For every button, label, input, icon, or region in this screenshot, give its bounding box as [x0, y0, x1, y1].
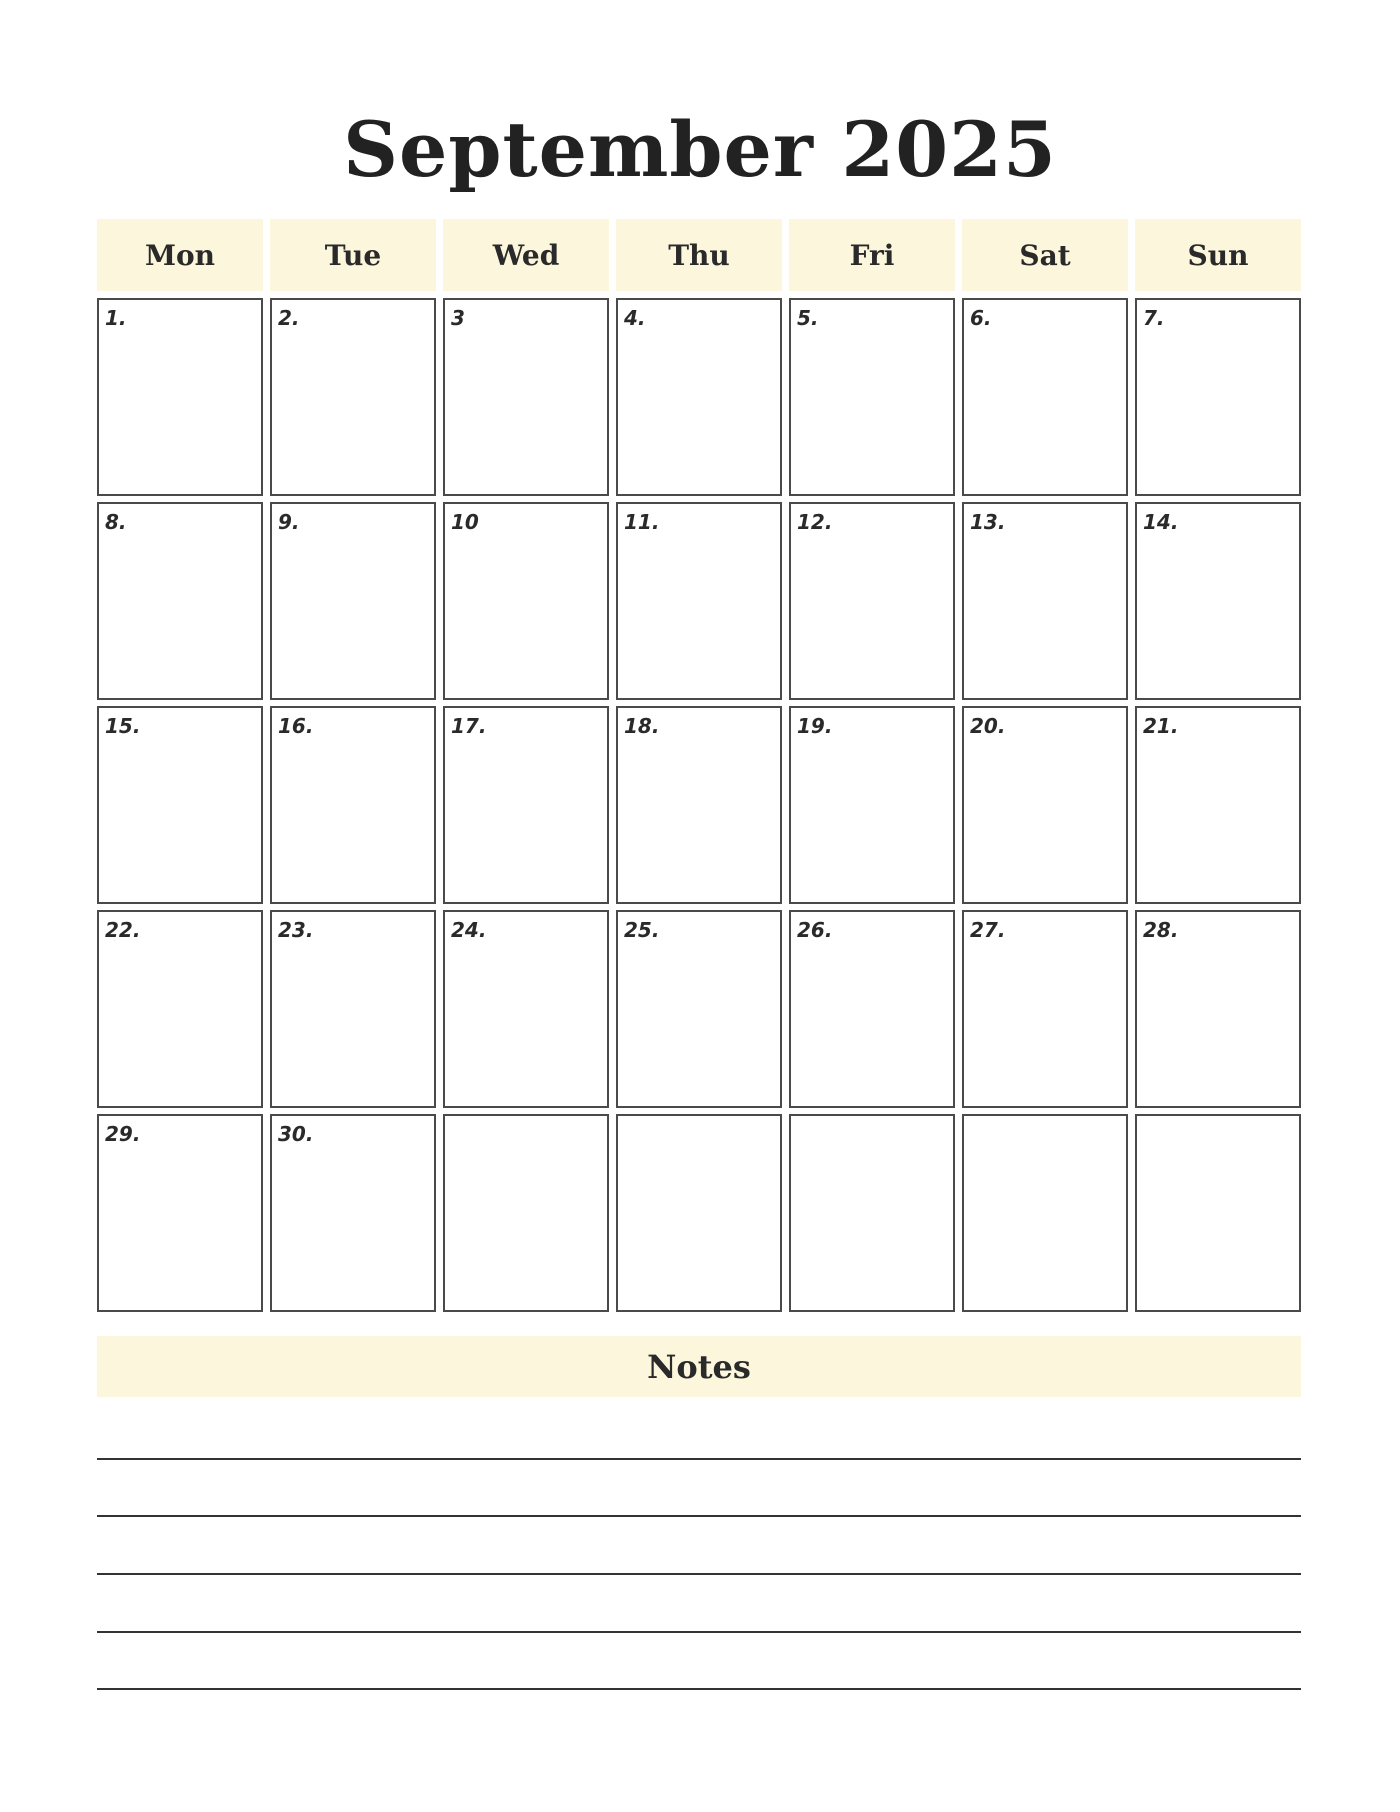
weekday-fri: Fri [789, 219, 955, 291]
day-cell[interactable] [443, 1114, 609, 1312]
day-cell[interactable] [962, 706, 1128, 904]
day-cell[interactable] [1135, 298, 1301, 496]
day-cell[interactable] [270, 1114, 436, 1312]
day-number: 4. [624, 306, 646, 330]
day-number: 19. [797, 714, 833, 738]
day-number: 12. [797, 510, 833, 534]
day-number: 13. [970, 510, 1006, 534]
day-cell[interactable] [97, 910, 263, 1108]
day-cell[interactable] [616, 298, 782, 496]
day-cell[interactable] [443, 706, 609, 904]
day-number: 25. [624, 918, 660, 942]
day-number: 1. [105, 306, 127, 330]
day-number: 18. [624, 714, 660, 738]
day-cell[interactable] [1135, 502, 1301, 700]
day-cell[interactable] [270, 298, 436, 496]
day-number: 2. [278, 306, 300, 330]
day-cell[interactable] [1135, 1114, 1301, 1312]
weekday-header [97, 219, 1301, 291]
day-number: 3 [451, 306, 465, 330]
day-number: 21. [1143, 714, 1179, 738]
day-cell[interactable] [97, 706, 263, 904]
note-line[interactable] [97, 1515, 1301, 1517]
day-cell[interactable] [270, 706, 436, 904]
day-cell[interactable] [616, 1114, 782, 1312]
day-number: 9. [278, 510, 300, 534]
weekday-mon: Mon [97, 219, 263, 291]
day-cell[interactable] [962, 502, 1128, 700]
day-number: 23. [278, 918, 314, 942]
day-cell[interactable] [962, 1114, 1128, 1312]
day-cell[interactable] [616, 910, 782, 1108]
day-cell[interactable] [270, 910, 436, 1108]
weekday-sat: Sat [962, 219, 1128, 291]
day-cell[interactable] [443, 502, 609, 700]
page-title: September 2025 [343, 105, 1057, 194]
day-cell[interactable] [789, 910, 955, 1108]
day-number: 15. [105, 714, 141, 738]
day-number: 8. [105, 510, 127, 534]
note-line[interactable] [97, 1573, 1301, 1575]
day-cell[interactable] [443, 910, 609, 1108]
day-number: 16. [278, 714, 314, 738]
day-cell[interactable] [97, 298, 263, 496]
notes-header: Notes [97, 1336, 1301, 1397]
note-line[interactable] [97, 1631, 1301, 1633]
weekday-wed: Wed [443, 219, 609, 291]
day-cell[interactable] [789, 298, 955, 496]
calendar-grid [97, 298, 1301, 1312]
day-number: 29. [105, 1122, 141, 1146]
day-number: 26. [797, 918, 833, 942]
day-number: 7. [1143, 306, 1165, 330]
day-number: 5. [797, 306, 819, 330]
day-number: 17. [451, 714, 487, 738]
day-cell[interactable] [789, 502, 955, 700]
day-number: 20. [970, 714, 1006, 738]
day-cell[interactable] [789, 706, 955, 904]
day-cell[interactable] [616, 706, 782, 904]
day-number: 27. [970, 918, 1006, 942]
day-number: 6. [970, 306, 992, 330]
weekday-thu: Thu [616, 219, 782, 291]
weekday-sun: Sun [1135, 219, 1301, 291]
day-cell[interactable] [962, 298, 1128, 496]
note-line[interactable] [97, 1688, 1301, 1690]
note-line[interactable] [97, 1458, 1301, 1460]
day-cell[interactable] [443, 298, 609, 496]
day-number: 24. [451, 918, 487, 942]
day-cell[interactable] [789, 1114, 955, 1312]
day-cell[interactable] [97, 1114, 263, 1312]
day-cell[interactable] [97, 502, 263, 700]
day-number: 30. [278, 1122, 314, 1146]
day-number: 10 [451, 510, 479, 534]
day-cell[interactable] [270, 502, 436, 700]
day-number: 11. [624, 510, 660, 534]
day-cell[interactable] [1135, 910, 1301, 1108]
day-number: 28. [1143, 918, 1179, 942]
day-cell[interactable] [616, 502, 782, 700]
weekday-tue: Tue [270, 219, 436, 291]
day-number: 22. [105, 918, 141, 942]
day-number: 14. [1143, 510, 1179, 534]
day-cell[interactable] [1135, 706, 1301, 904]
day-cell[interactable] [962, 910, 1128, 1108]
